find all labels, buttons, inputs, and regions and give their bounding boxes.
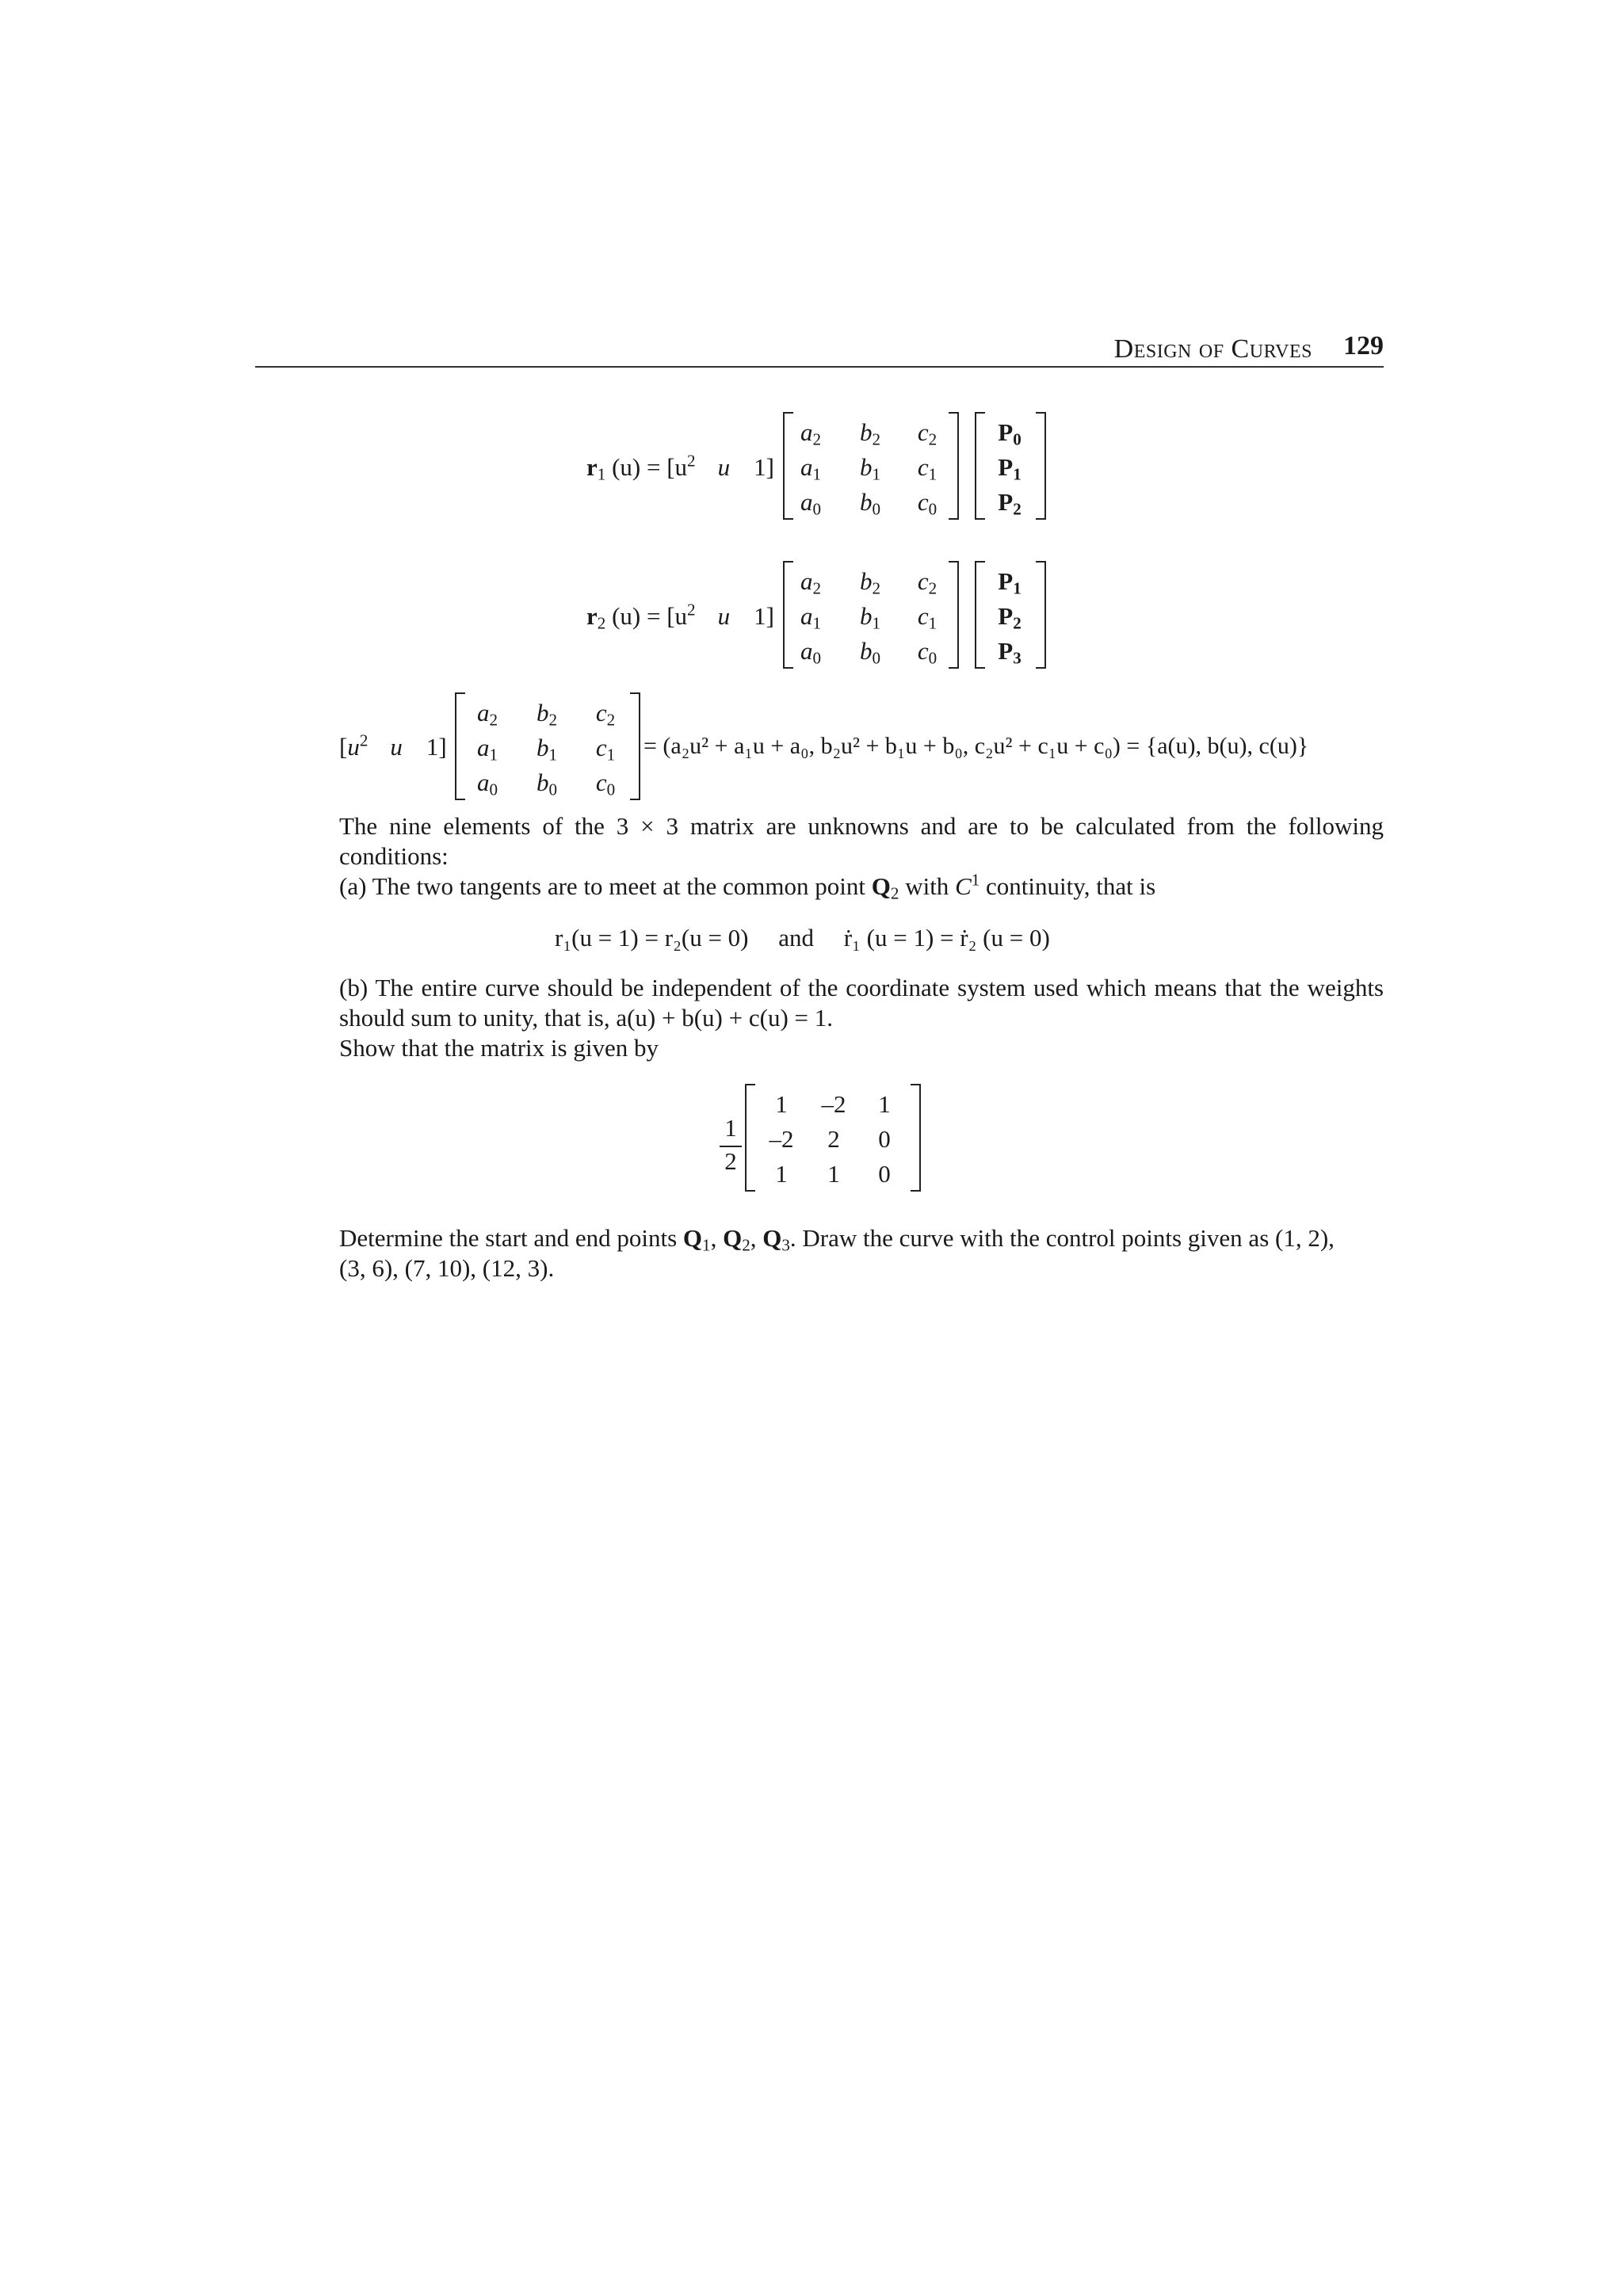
eq2-b2: $b_2$ [859,567,881,598]
eq1-b0: $b_0$ [859,488,881,519]
result-matrix [745,1085,921,1190]
result-r2c3: 0 [878,1125,891,1153]
para3-line1-end: . Draw the curve with the control points given as (1, 2), [789,1224,1335,1252]
paragraph-weights [339,973,1384,1063]
eq3-a1: $a_1$ [476,734,498,765]
eq1-b2: $b_2$ [859,418,881,449]
eq1-u-sup: 2 [687,451,696,471]
paragraph-determine [339,1223,1384,1283]
eq2-c2: $c_2$ [917,567,938,598]
eq4-and: and [778,924,815,952]
eq2-coefficient-matrix [783,563,959,667]
eq3-a2: $a_2$ [476,699,498,730]
eq3-b1: $b_1$ [536,734,558,765]
paragraph-conditions [339,811,1384,902]
para1-line3 [339,871,1384,902]
eq2-c1: $c_1$ [917,602,938,633]
eq1-a2: $a_2$ [800,418,822,449]
eq3-rhs: = (a₂u² + a₁u + a₀, b₂u² + b₁u + b₀, c₂u² + c₁u + c₀) = {a(u), b(u), c(u)} [643,733,1309,759]
eq3-b0: $b_0$ [536,769,558,799]
eq3-c0: $c_0$ [595,769,616,799]
result-r1c1: 1 [775,1090,788,1118]
eq3-a0: $a_0$ [476,769,498,799]
eq1-c2: $c_2$ [917,418,938,449]
eq2-lhs [586,602,774,631]
fraction-denominator: 2 [724,1147,737,1175]
eq1-a0: $a_0$ [800,488,822,519]
eq3-c1: $c_1$ [595,734,616,765]
result-r2c2: 2 [827,1125,840,1153]
para3-line2: (3, 6), (7, 10), (12, 3). [339,1254,555,1282]
eq1-points-vector [975,414,1046,518]
result-r2c1: –2 [769,1125,794,1153]
result-r1c3: 1 [878,1090,891,1118]
eq2-r-sub: 2 [597,613,606,633]
eq2-p1: $P_1$ [998,567,1022,598]
eq1-r: r [586,453,598,481]
para2-line2: should sum to unity, that is, a(u) + b(u) + c(u) = 1. [339,1004,833,1032]
eq2-lhs-rest: (u) = [u [605,602,688,630]
eq3-bracket-u: [u [339,733,360,761]
eq2-b0: $b_0$ [859,637,881,668]
eq2-a1: $a_1$ [800,602,822,633]
eq4-part1: r₁(u = 1) = r₂(u = 0) [555,924,749,952]
para3-q1: Q [682,1224,703,1252]
para1-with: with [899,872,956,900]
eq1-b1: $b_1$ [859,453,881,484]
para3-q1-sub: 1 [702,1235,711,1255]
eq1-c0: $c_0$ [917,488,938,519]
para3-q3-sub: 3 [781,1235,790,1255]
eq3-u: u [390,733,403,761]
eq2-u: u [717,602,731,630]
header-title: Design of Curves [1113,334,1312,364]
eq2-b1: $b_1$ [859,602,881,633]
eq3-one: 1] [426,733,447,761]
para3-q3: Q [762,1224,782,1252]
eq1-lhs [586,453,774,482]
para1-line3-end: continuity, that is [980,872,1156,900]
fraction-numerator: 1 [724,1114,737,1142]
page-number: 129 [1343,331,1384,360]
para3-line1 [339,1223,1384,1253]
eq2-a2: $a_2$ [800,567,822,598]
eq1-p1: $P_1$ [998,453,1022,484]
eq2-c0: $c_0$ [917,637,938,668]
para2-line3: Show that the matrix is given by [339,1034,659,1062]
eq3-coefficient-matrix [455,694,640,799]
result-r3c1: 1 [775,1160,788,1188]
eq2-p3: $P_3$ [998,637,1022,668]
eq1-p2: $P_2$ [998,488,1022,519]
para1-c: C [955,872,972,900]
para3-sep2: , [750,1224,763,1252]
eq1-u: u [717,453,731,481]
para2-line1: (b) The entire curve should be independent of the coordinate system used which means that the weights [339,974,1384,1001]
para1-c-sup: 1 [971,870,980,890]
para3-q2-sub: 2 [742,1235,750,1255]
para1-q-sub: 2 [890,883,899,903]
eq2-p2: $P_2$ [998,602,1022,633]
eq2-r: r [586,602,598,630]
eq2-u-sup: 2 [687,600,696,620]
eq2-a0: $a_0$ [800,637,822,668]
running-head [255,331,1384,368]
eq1-lhs-rest: (u) = [u [605,453,688,481]
eq4-continuity [555,924,1050,952]
result-r3c2: 1 [827,1160,840,1188]
para1-line2: conditions: [339,842,449,870]
eq1-coefficient-matrix [783,414,959,518]
eq2-one: 1] [754,602,774,630]
para1-line3-start: (a) The two tangents are to meet at the common point [339,872,872,900]
result-r1c2: –2 [821,1090,846,1118]
eq1-one: 1] [754,453,774,481]
eq1-a1: $a_1$ [800,453,822,484]
eq4-part2: ṙ₁ (u = 1) = ṙ₂ (u = 0) [843,924,1050,952]
eq3-c2: $c_2$ [595,699,616,730]
eq1-c1: $c_1$ [917,453,938,484]
eq2-points-vector [975,563,1046,667]
eq1-p0: $P_0$ [998,418,1022,449]
eq1-r-sub: 1 [597,464,606,484]
para3-q2: Q [723,1224,743,1252]
para1-q: Q [871,872,891,900]
eq3-lhs [339,730,447,761]
para1-line1: The nine elements of the 3 × 3 matrix are unknowns and are to be calculated from the following [339,812,1384,840]
para3-sep1: , [710,1224,724,1252]
result-r3c3: 0 [878,1160,891,1188]
eq3-u-sup: 2 [359,730,369,750]
eq3-b2: $b_2$ [536,699,558,730]
para3-line1-start: Determine the start and end points [339,1224,683,1252]
